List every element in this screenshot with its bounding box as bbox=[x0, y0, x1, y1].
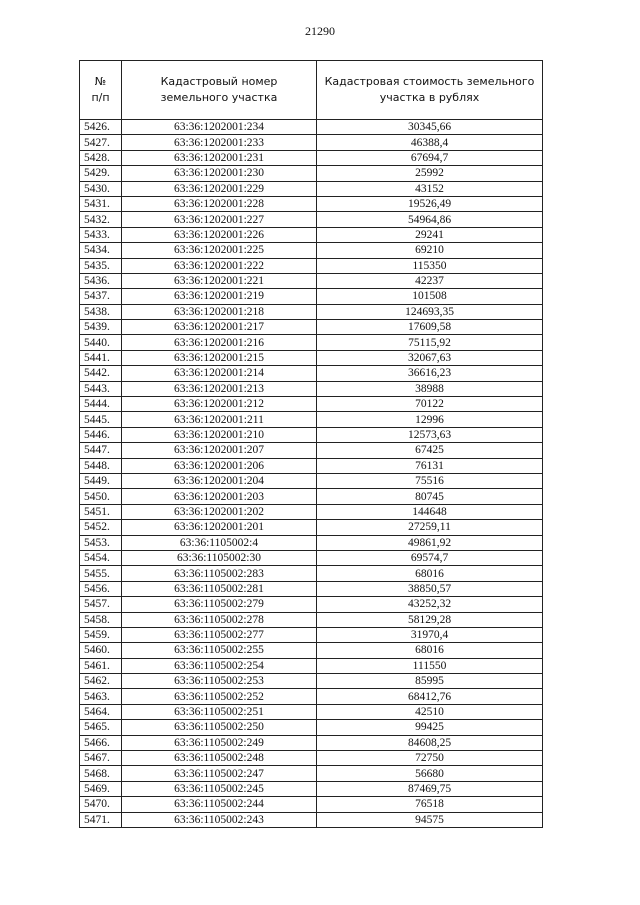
cadastral-value-cell: 46388,4 bbox=[317, 135, 543, 150]
cadastral-value-cell: 67425 bbox=[317, 443, 543, 458]
cadastral-value-cell: 72750 bbox=[317, 751, 543, 766]
cadastral-value-cell: 17609,58 bbox=[317, 320, 543, 335]
header-cadastral-value: Кадастровая стоимость земельного участка в рублях bbox=[317, 61, 543, 120]
cadastral-number-cell: 63:36:1105002:244 bbox=[122, 797, 317, 812]
table-row bbox=[80, 766, 543, 781]
cadastral-value-cell: 27259,11 bbox=[317, 520, 543, 535]
row-number: 5448. bbox=[80, 458, 122, 473]
table-row bbox=[80, 627, 543, 642]
table-row bbox=[80, 689, 543, 704]
table-row bbox=[80, 135, 543, 150]
row-number: 5443. bbox=[80, 381, 122, 396]
table-row bbox=[80, 443, 543, 458]
table-row bbox=[80, 196, 543, 211]
table-row bbox=[80, 350, 543, 365]
row-number: 5434. bbox=[80, 243, 122, 258]
cadastral-number-cell: 63:36:1105002:247 bbox=[122, 766, 317, 781]
row-number: 5462. bbox=[80, 674, 122, 689]
table-row bbox=[80, 273, 543, 288]
row-number: 5444. bbox=[80, 397, 122, 412]
row-number: 5445. bbox=[80, 412, 122, 427]
cadastral-number-cell: 63:36:1202001:227 bbox=[122, 212, 317, 227]
cadastral-number-cell: 63:36:1202001:207 bbox=[122, 443, 317, 458]
table-row bbox=[80, 550, 543, 565]
cadastral-value-cell: 70122 bbox=[317, 397, 543, 412]
cadastral-value-cell: 115350 bbox=[317, 258, 543, 273]
cadastral-value-cell: 43252,32 bbox=[317, 597, 543, 612]
table-row bbox=[80, 658, 543, 673]
cadastral-value-cell: 30345,66 bbox=[317, 120, 543, 135]
cadastral-value-cell: 29241 bbox=[317, 227, 543, 242]
row-number: 5464. bbox=[80, 704, 122, 719]
table-row bbox=[80, 304, 543, 319]
cadastral-number-cell: 63:36:1202001:212 bbox=[122, 397, 317, 412]
table-row bbox=[80, 227, 543, 242]
cadastral-number-cell: 63:36:1202001:222 bbox=[122, 258, 317, 273]
row-number: 5446. bbox=[80, 427, 122, 442]
cadastral-number-cell: 63:36:1105002:278 bbox=[122, 612, 317, 627]
header-row bbox=[80, 61, 543, 120]
cadastral-number-cell: 63:36:1202001:203 bbox=[122, 489, 317, 504]
cadastral-value-cell: 49861,92 bbox=[317, 535, 543, 550]
cadastral-number-cell: 63:36:1105002:243 bbox=[122, 812, 317, 827]
table-row bbox=[80, 258, 543, 273]
cadastral-value-cell: 80745 bbox=[317, 489, 543, 504]
table-row bbox=[80, 458, 543, 473]
table-row bbox=[80, 489, 543, 504]
row-number: 5465. bbox=[80, 720, 122, 735]
cadastral-number-cell: 63:36:1202001:234 bbox=[122, 120, 317, 135]
cadastral-value-cell: 99425 bbox=[317, 720, 543, 735]
page-number: 21290 bbox=[305, 24, 335, 38]
table-row bbox=[80, 581, 543, 596]
cadastral-value-cell: 42237 bbox=[317, 273, 543, 288]
cadastral-value-cell: 75516 bbox=[317, 473, 543, 488]
row-number: 5466. bbox=[80, 735, 122, 750]
cadastral-value-cell: 144648 bbox=[317, 504, 543, 519]
table-row bbox=[80, 751, 543, 766]
row-number: 5440. bbox=[80, 335, 122, 350]
row-number: 5459. bbox=[80, 627, 122, 642]
cadastral-value-cell: 25992 bbox=[317, 166, 543, 181]
cadastral-number-cell: 63:36:1202001:210 bbox=[122, 427, 317, 442]
cadastral-value-cell: 68412,76 bbox=[317, 689, 543, 704]
cadastral-value-cell: 94575 bbox=[317, 812, 543, 827]
cadastral-number-cell: 63:36:1105002:254 bbox=[122, 658, 317, 673]
table-row bbox=[80, 120, 543, 135]
table-row bbox=[80, 243, 543, 258]
cadastral-number-cell: 63:36:1202001:231 bbox=[122, 150, 317, 165]
cadastral-value-cell: 68016 bbox=[317, 643, 543, 658]
cadastral-number-cell: 63:36:1202001:204 bbox=[122, 473, 317, 488]
cadastral-value-cell: 42510 bbox=[317, 704, 543, 719]
cadastral-number-cell: 63:36:1202001:216 bbox=[122, 335, 317, 350]
cadastral-number-cell: 63:36:1202001:202 bbox=[122, 504, 317, 519]
cadastral-value-cell: 124693,35 bbox=[317, 304, 543, 319]
row-number: 5430. bbox=[80, 181, 122, 196]
cadastral-number-cell: 63:36:1105002:281 bbox=[122, 581, 317, 596]
cadastral-number-cell: 63:36:1105002:277 bbox=[122, 627, 317, 642]
cadastral-number-cell: 63:36:1202001:229 bbox=[122, 181, 317, 196]
table-row bbox=[80, 166, 543, 181]
row-number: 5436. bbox=[80, 273, 122, 288]
table-row bbox=[80, 427, 543, 442]
cadastral-number-cell: 63:36:1202001:206 bbox=[122, 458, 317, 473]
row-number: 5456. bbox=[80, 581, 122, 596]
row-number: 5468. bbox=[80, 766, 122, 781]
cadastral-value-cell: 84608,25 bbox=[317, 735, 543, 750]
cadastral-value-cell: 12573,63 bbox=[317, 427, 543, 442]
cadastral-number-cell: 63:36:1202001:214 bbox=[122, 366, 317, 381]
table-row bbox=[80, 674, 543, 689]
cadastral-value-cell: 58129,28 bbox=[317, 612, 543, 627]
table-row bbox=[80, 212, 543, 227]
row-number: 5471. bbox=[80, 812, 122, 827]
table-row bbox=[80, 381, 543, 396]
cadastral-number-cell: 63:36:1202001:219 bbox=[122, 289, 317, 304]
cadastral-number-cell: 63:36:1202001:213 bbox=[122, 381, 317, 396]
cadastral-number-cell: 63:36:1202001:218 bbox=[122, 304, 317, 319]
cadastral-number-cell: 63:36:1105002:279 bbox=[122, 597, 317, 612]
header-number: № п/п bbox=[80, 61, 122, 120]
cadastral-value-cell: 111550 bbox=[317, 658, 543, 673]
table-row bbox=[80, 812, 543, 827]
cadastral-value-cell: 31970,4 bbox=[317, 627, 543, 642]
cadastral-number-cell: 63:36:1202001:211 bbox=[122, 412, 317, 427]
row-number: 5433. bbox=[80, 227, 122, 242]
cadastral-value-cell: 12996 bbox=[317, 412, 543, 427]
table-row bbox=[80, 412, 543, 427]
table-row bbox=[80, 397, 543, 412]
cadastral-number-cell: 63:36:1105002:4 bbox=[122, 535, 317, 550]
row-number: 5457. bbox=[80, 597, 122, 612]
cadastral-number-cell: 63:36:1202001:226 bbox=[122, 227, 317, 242]
row-number: 5451. bbox=[80, 504, 122, 519]
table-row bbox=[80, 597, 543, 612]
table-row bbox=[80, 473, 543, 488]
table-row bbox=[80, 150, 543, 165]
row-number: 5454. bbox=[80, 550, 122, 565]
cadastral-value-cell: 68016 bbox=[317, 566, 543, 581]
table-row bbox=[80, 520, 543, 535]
cadastral-number-cell: 63:36:1105002:252 bbox=[122, 689, 317, 704]
cadastral-value-cell: 69210 bbox=[317, 243, 543, 258]
cadastral-number-cell: 63:36:1105002:253 bbox=[122, 674, 317, 689]
row-number: 5450. bbox=[80, 489, 122, 504]
table-row bbox=[80, 643, 543, 658]
cadastral-number-cell: 63:36:1105002:245 bbox=[122, 781, 317, 796]
cadastral-number-cell: 63:36:1202001:221 bbox=[122, 273, 317, 288]
cadastral-number-cell: 63:36:1202001:225 bbox=[122, 243, 317, 258]
row-number: 5431. bbox=[80, 196, 122, 211]
cadastral-value-cell: 85995 bbox=[317, 674, 543, 689]
cadastral-value-cell: 87469,75 bbox=[317, 781, 543, 796]
table-row bbox=[80, 704, 543, 719]
row-number: 5469. bbox=[80, 781, 122, 796]
cadastral-number-cell: 63:36:1105002:248 bbox=[122, 751, 317, 766]
row-number: 5441. bbox=[80, 350, 122, 365]
table-row bbox=[80, 289, 543, 304]
table-row bbox=[80, 735, 543, 750]
row-number: 5470. bbox=[80, 797, 122, 812]
cadastral-number-cell: 63:36:1202001:230 bbox=[122, 166, 317, 181]
cadastral-value-cell: 69574,7 bbox=[317, 550, 543, 565]
row-number: 5429. bbox=[80, 166, 122, 181]
cadastral-number-cell: 63:36:1105002:283 bbox=[122, 566, 317, 581]
row-number: 5427. bbox=[80, 135, 122, 150]
table-row bbox=[80, 181, 543, 196]
cadastral-value-cell: 43152 bbox=[317, 181, 543, 196]
row-number: 5460. bbox=[80, 643, 122, 658]
cadastral-table bbox=[79, 60, 543, 828]
row-number: 5452. bbox=[80, 520, 122, 535]
table-row bbox=[80, 720, 543, 735]
cadastral-number-cell: 63:36:1202001:228 bbox=[122, 196, 317, 211]
cadastral-number-cell: 63:36:1105002:250 bbox=[122, 720, 317, 735]
row-number: 5463. bbox=[80, 689, 122, 704]
row-number: 5426. bbox=[80, 120, 122, 135]
cadastral-number-cell: 63:36:1105002:255 bbox=[122, 643, 317, 658]
cadastral-value-cell: 56680 bbox=[317, 766, 543, 781]
cadastral-value-cell: 76518 bbox=[317, 797, 543, 812]
row-number: 5455. bbox=[80, 566, 122, 581]
row-number: 5438. bbox=[80, 304, 122, 319]
cadastral-number-cell: 63:36:1202001:215 bbox=[122, 350, 317, 365]
cadastral-number-cell: 63:36:1202001:201 bbox=[122, 520, 317, 535]
row-number: 5461. bbox=[80, 658, 122, 673]
cadastral-number-cell: 63:36:1105002:251 bbox=[122, 704, 317, 719]
row-number: 5439. bbox=[80, 320, 122, 335]
table-row bbox=[80, 797, 543, 812]
row-number: 5467. bbox=[80, 751, 122, 766]
cadastral-value-cell: 67694,7 bbox=[317, 150, 543, 165]
cadastral-number-cell: 63:36:1202001:233 bbox=[122, 135, 317, 150]
cadastral-value-cell: 76131 bbox=[317, 458, 543, 473]
cadastral-value-cell: 38850,57 bbox=[317, 581, 543, 596]
row-number: 5437. bbox=[80, 289, 122, 304]
table-row bbox=[80, 566, 543, 581]
cadastral-value-cell: 54964,86 bbox=[317, 212, 543, 227]
cadastral-value-cell: 36616,23 bbox=[317, 366, 543, 381]
cadastral-value-cell: 101508 bbox=[317, 289, 543, 304]
table-row bbox=[80, 320, 543, 335]
cadastral-value-cell: 19526,49 bbox=[317, 196, 543, 211]
table-body bbox=[80, 120, 543, 828]
header-cadastral-number: Кадастровый номер земельного участка bbox=[122, 61, 317, 120]
table-row bbox=[80, 504, 543, 519]
row-number: 5458. bbox=[80, 612, 122, 627]
row-number: 5447. bbox=[80, 443, 122, 458]
row-number: 5435. bbox=[80, 258, 122, 273]
table-row bbox=[80, 535, 543, 550]
table-row bbox=[80, 612, 543, 627]
cadastral-number-cell: 63:36:1105002:249 bbox=[122, 735, 317, 750]
cadastral-value-cell: 32067,63 bbox=[317, 350, 543, 365]
table-row bbox=[80, 366, 543, 381]
table-row bbox=[80, 781, 543, 796]
table-row bbox=[80, 335, 543, 350]
row-number: 5453. bbox=[80, 535, 122, 550]
row-number: 5432. bbox=[80, 212, 122, 227]
table-header bbox=[80, 61, 543, 120]
row-number: 5442. bbox=[80, 366, 122, 381]
row-number: 5449. bbox=[80, 473, 122, 488]
cadastral-value-cell: 38988 bbox=[317, 381, 543, 396]
cadastral-number-cell: 63:36:1105002:30 bbox=[122, 550, 317, 565]
cadastral-number-cell: 63:36:1202001:217 bbox=[122, 320, 317, 335]
cadastral-value-cell: 75115,92 bbox=[317, 335, 543, 350]
row-number: 5428. bbox=[80, 150, 122, 165]
